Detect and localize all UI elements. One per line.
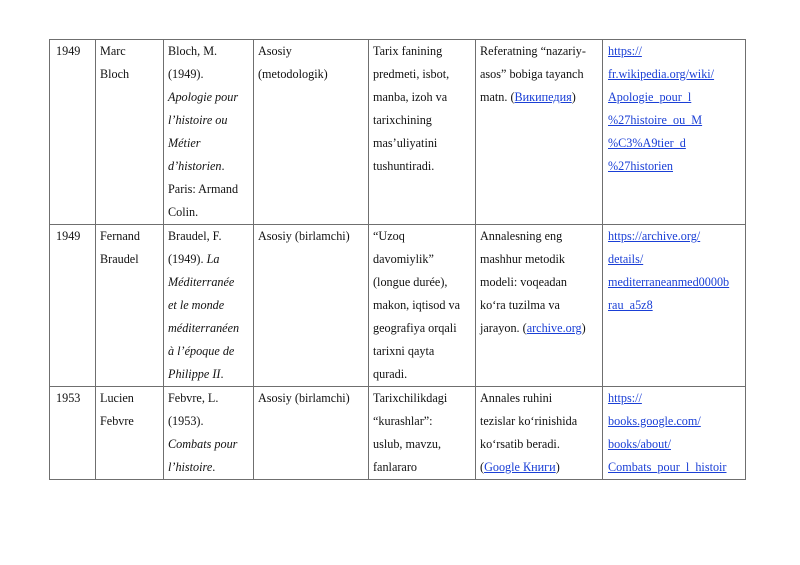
table-row xyxy=(50,225,746,387)
url-link-line[interactable]: rau_a5z8 xyxy=(608,298,653,312)
note-line xyxy=(480,63,598,86)
citation-line xyxy=(168,456,249,479)
source-link[interactable]: archive.org xyxy=(526,321,582,335)
note-line xyxy=(480,248,598,271)
url-link-line[interactable]: %27historien xyxy=(608,159,673,173)
description-line: davomiylik” xyxy=(373,252,434,266)
author-line: Lucien xyxy=(100,391,134,405)
citation-cell xyxy=(164,225,254,387)
url-link-line[interactable]: https://archive.org/ xyxy=(608,229,701,243)
description-line: tarixni qayta xyxy=(373,344,435,358)
citation-line xyxy=(168,132,249,155)
url-link-line[interactable]: Combats_pour_l_histoir xyxy=(608,460,727,474)
note-cell xyxy=(476,225,603,387)
citation-line xyxy=(168,178,249,201)
note-line xyxy=(480,317,598,340)
url-link-line[interactable]: details/ xyxy=(608,252,644,266)
citation-line xyxy=(168,363,249,386)
note-text: asos” bobiga tayanch xyxy=(480,67,584,81)
note-text: modeli: voqeadan xyxy=(480,275,567,289)
citation-line xyxy=(168,387,249,410)
note-text-after: ) xyxy=(581,321,586,335)
note-line xyxy=(480,456,598,479)
citation-text: l’histoire ou xyxy=(168,113,228,127)
url-cell xyxy=(603,225,746,387)
citation-suffix: . xyxy=(220,367,224,381)
url-link-line[interactable]: fr.wikipedia.org/wiki/ xyxy=(608,67,715,81)
note-line xyxy=(480,433,598,456)
citation-text: l’histoire xyxy=(168,460,213,474)
references-table xyxy=(49,39,746,480)
citation-text: Métier xyxy=(168,136,201,150)
citation-suffix: . xyxy=(221,159,225,173)
url-cell xyxy=(603,40,746,225)
year-text: 1953 xyxy=(56,391,81,405)
url-link-line[interactable]: books/about/ xyxy=(608,437,671,451)
description-cell xyxy=(369,225,476,387)
citation-text: Paris: Armand xyxy=(168,182,239,196)
citation-line xyxy=(168,63,249,86)
description-line: Tarixchilikdagi xyxy=(373,391,448,405)
author-line: Braudel xyxy=(100,252,139,266)
source-type-cell xyxy=(254,225,369,387)
url-link-line[interactable]: %C3%A9tier_d xyxy=(608,136,686,150)
citation-text: méditerranéen xyxy=(168,321,240,335)
year-text: 1949 xyxy=(56,44,81,58)
author-line: Febvre xyxy=(100,414,134,428)
table-body xyxy=(50,40,746,480)
description-line: makon, iqtisod va xyxy=(373,298,460,312)
table-row xyxy=(50,40,746,225)
note-text: koʻrsatib beradi. xyxy=(480,437,560,451)
year-text: 1949 xyxy=(56,229,81,243)
citation-text: Febvre, L. xyxy=(168,391,219,405)
description-cell xyxy=(369,387,476,480)
url-link-line[interactable]: books.google.com/ xyxy=(608,414,701,428)
url-link-line[interactable]: mediterraneanmed0000b xyxy=(608,275,730,289)
source-type-cell xyxy=(254,40,369,225)
description-line: fanlararo xyxy=(373,460,417,474)
citation-line xyxy=(168,248,249,271)
citation-line xyxy=(168,410,249,433)
description-line: (longue durée), xyxy=(373,275,448,289)
year-cell xyxy=(50,40,96,225)
note-line xyxy=(480,40,598,63)
note-line xyxy=(480,294,598,317)
year-cell xyxy=(50,225,96,387)
note-text: Annalesning eng xyxy=(480,229,563,243)
citation-italic-tail: La xyxy=(206,252,220,266)
author-cell xyxy=(96,40,164,225)
note-cell xyxy=(476,387,603,480)
url-link-line[interactable]: https:// xyxy=(608,391,642,405)
note-line xyxy=(480,225,598,248)
description-line: mas’uliyatini xyxy=(373,136,438,150)
citation-line xyxy=(168,155,249,178)
citation-text: et le monde xyxy=(168,298,225,312)
citation-cell xyxy=(164,387,254,480)
citation-line xyxy=(168,201,249,224)
description-line: Tarix fanining xyxy=(373,44,443,58)
note-line xyxy=(480,387,598,410)
source-type-line: Asosiy (birlamchi) xyxy=(258,391,350,405)
note-text: ( xyxy=(480,460,485,474)
url-link-line[interactable]: %27histoire_ou_M xyxy=(608,113,703,127)
note-line xyxy=(480,410,598,433)
description-line: manba, izoh va xyxy=(373,90,448,104)
citation-text: Bloch, M. xyxy=(168,44,218,58)
note-line xyxy=(480,86,598,109)
citation-text: (1949). xyxy=(168,252,207,266)
note-text: Referatning “nazariy- xyxy=(480,44,586,58)
author-line: Marc xyxy=(100,44,126,58)
description-line: “kurashlar”: xyxy=(373,414,433,428)
note-text: Annales ruhini xyxy=(480,391,553,405)
url-link-line[interactable]: Apologie_pour_l xyxy=(608,90,692,104)
description-line: tushuntiradi. xyxy=(373,159,435,173)
citation-line xyxy=(168,225,249,248)
citation-text: Combats pour xyxy=(168,437,238,451)
citation-line xyxy=(168,271,249,294)
citation-text: d’historien xyxy=(168,159,222,173)
citation-text: Méditerranée xyxy=(168,275,235,289)
note-line xyxy=(480,271,598,294)
note-text-after: ) xyxy=(555,460,560,474)
description-line: predmeti, isbot, xyxy=(373,67,450,81)
source-link[interactable]: Википедия xyxy=(514,90,572,104)
table-row xyxy=(50,387,746,480)
citation-line xyxy=(168,340,249,363)
source-type-line: Asosiy (birlamchi) xyxy=(258,229,350,243)
year-cell xyxy=(50,387,96,480)
description-line: “Uzoq xyxy=(373,229,405,243)
citation-line xyxy=(168,433,249,456)
citation-text: Philippe II xyxy=(168,367,221,381)
citation-text: (1953). xyxy=(168,414,204,428)
citation-suffix: . xyxy=(212,460,216,474)
description-line: uslub, mavzu, xyxy=(373,437,442,451)
source-type-line: Asosiy xyxy=(258,44,292,58)
citation-cell xyxy=(164,40,254,225)
citation-line xyxy=(168,317,249,340)
source-type-cell xyxy=(254,387,369,480)
citation-line xyxy=(168,109,249,132)
citation-text: à l’époque de xyxy=(168,344,235,358)
citation-text: (1949). xyxy=(168,67,204,81)
note-text: koʻra tuzilma va xyxy=(480,298,560,312)
note-text: matn. ( xyxy=(480,90,515,104)
citation-line xyxy=(168,86,249,109)
url-link-line[interactable]: https:// xyxy=(608,44,642,58)
citation-line xyxy=(168,40,249,63)
author-line: Fernand xyxy=(100,229,140,243)
note-text: tezislar koʻrinishida xyxy=(480,414,578,428)
description-line: geografiya orqali xyxy=(373,321,457,335)
note-cell xyxy=(476,40,603,225)
note-text: jarayon. ( xyxy=(480,321,527,335)
url-cell xyxy=(603,387,746,480)
citation-text: Apologie pour xyxy=(168,90,239,104)
citation-text: Colin. xyxy=(168,205,199,219)
author-cell xyxy=(96,387,164,480)
description-line: quradi. xyxy=(373,367,408,381)
source-link[interactable]: Google Книги xyxy=(484,460,556,474)
note-text-after: ) xyxy=(571,90,576,104)
author-line: Bloch xyxy=(100,67,130,81)
note-text: mashhur metodik xyxy=(480,252,565,266)
description-cell xyxy=(369,40,476,225)
description-line: tarixchining xyxy=(373,113,432,127)
citation-line xyxy=(168,294,249,317)
author-cell xyxy=(96,225,164,387)
source-type-line: (metodologik) xyxy=(258,67,328,81)
citation-text: Braudel, F. xyxy=(168,229,222,243)
